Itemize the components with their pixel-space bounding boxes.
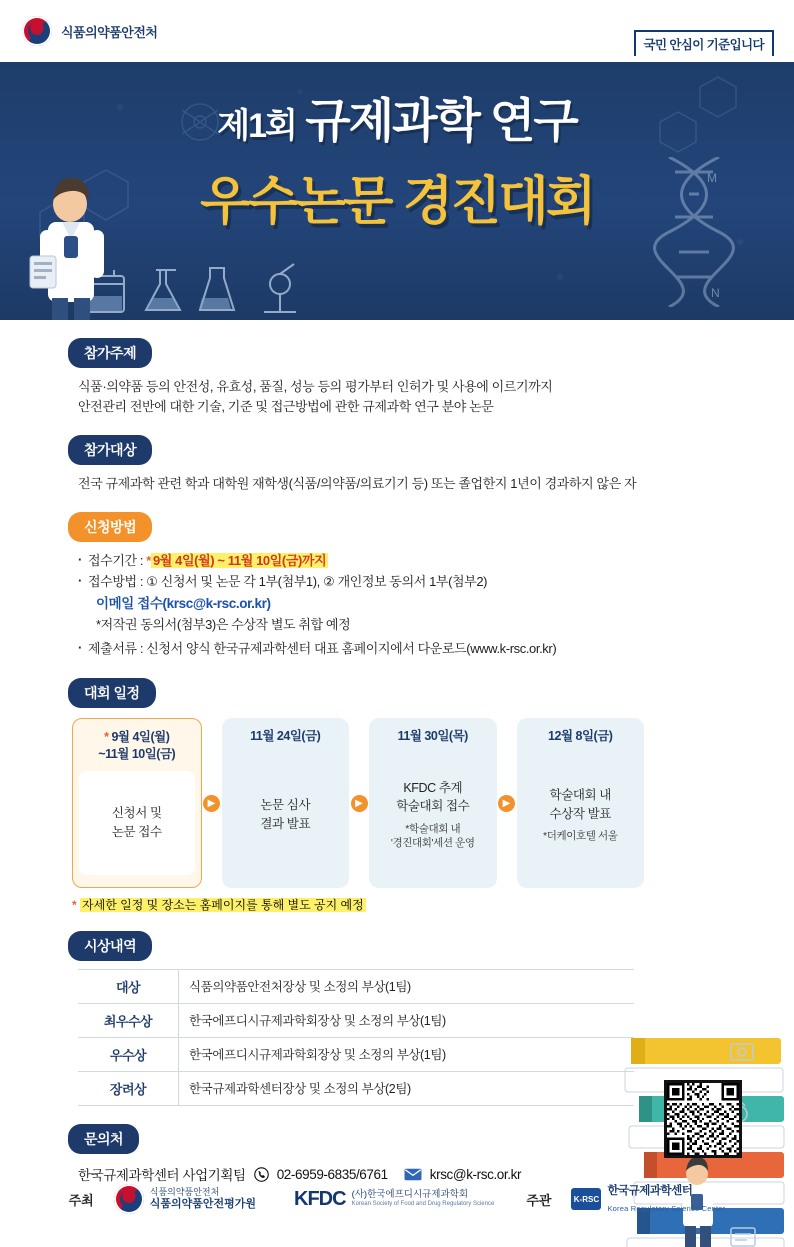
award-name: 대상 [115,980,141,996]
section-schedule [0,678,794,913]
topic-line-2: 안전관리 전반에 대한 기술, 기준 및 접근방법에 관한 규제과학 연구 분야 논문 [78,399,494,415]
eligibility-badge-wrap [68,435,794,465]
footnote-asterisk-icon: * [72,898,77,913]
contact-badge-wrap [68,1124,794,1154]
table-row [78,969,634,1004]
kfdc-name-en: Korean Society of Food and Drug Regulatory Science [351,1201,495,1208]
apply-period-value: 9월 4일(월) ~ 11월 10일(금)까지 [152,553,327,569]
award-name: 장려상 [109,1082,147,1098]
krsc-name: 한국규제과학센터 [607,1185,693,1197]
krsc-badge-icon: K-RSC [571,1188,601,1210]
hero-title-line1 [0,84,794,151]
krsc-logo [571,1182,725,1216]
awards-badge-wrap [68,931,794,961]
mfds-parent-name: 식품의약품안전처 [149,1186,220,1197]
schedule-footnote [72,896,794,913]
contact-email[interactable]: krsc@k-rsc.or.kr [429,1166,522,1182]
award-desc: 한국에프디시규제과학회장상 및 소정의 부상(1팀) [178,1038,634,1071]
apply-method-label: 접수방법 : ① 신청서 및 논문 각 1부(첨부1), ② 개인정보 동의서 1부(첨부2) [88,574,488,590]
mfds-name: 식품의약품안전평가원 [149,1197,257,1210]
contact-phone[interactable]: 02-6959-6835/6761 [276,1166,388,1182]
award-name: 우수상 [109,1048,147,1064]
schedule-card-4 [517,718,645,888]
contact-team: 한국규제과학센터 사업기획팀 [78,1168,246,1184]
topic-badge-wrap [68,338,794,368]
hero-ordinal: 제1회 [217,107,296,145]
schedule-footnote-text: 자세한 일정 및 장소는 홈페이지를 통해 별도 공지 예정 [82,898,364,913]
schedule-date-1-text: 9월 4일(월) ~11월 10일(금) [98,730,176,762]
schedule-body-3-text: KFDC 추계 학술대회 접수 [396,780,470,814]
poster-body [0,338,794,1184]
schedule-badge: 대회 일정 [68,678,156,708]
kfdc-mark: KFDC [294,1187,346,1210]
hero-title-block [0,62,794,234]
kfdc-logo [294,1188,494,1211]
section-apply [0,512,794,660]
schedule-note-3: *학술대회 내 '경진대회'세션 운영 [390,823,475,850]
apply-bullet-list [78,551,734,660]
slogan-badge: 국민 안심이 기준입니다 [634,30,775,56]
topic-line-1: 식품·의약품 등의 안전성, 유효성, 품질, 성능 등의 평가부터 인허가 및 사용에 이르기까지 [78,379,553,394]
topic-badge: 참가주제 [68,338,152,368]
apply-badge: 신청방법 [68,512,152,542]
topic-body [78,377,734,417]
section-eligibility [0,435,794,494]
chevron-right-icon: ▶ [351,795,368,812]
section-topic [0,338,794,417]
krsc-logo-text [607,1182,725,1216]
table-row [78,1072,634,1106]
table-row [78,1004,634,1038]
organizer-label: 주관 [526,1192,552,1208]
kfdc-name: (사)한국에프디시규제과학회 [351,1189,469,1201]
host-label: 주최 [68,1192,94,1208]
section-awards [0,931,794,1106]
agency-name: 식품의약품안전처 [61,24,158,40]
schedule-card-2 [222,718,350,888]
apply-period-label: 접수기간 : [88,553,147,569]
schedule-date-4: 12월 8일(금) [548,729,613,744]
arrow-1 [202,718,222,888]
award-desc: 한국규제과학센터장상 및 소정의 부상(2팀) [178,1072,634,1105]
schedule-timeline [72,718,644,888]
hero-title-line2: 우수논문 경진대회 [200,173,594,231]
schedule-date-1 [79,729,195,763]
footer-logos [0,1166,794,1229]
schedule-body-2: 논문 심사 결과 발표 [260,797,311,831]
arrow-3 [497,718,517,888]
schedule-card-1 [72,718,202,888]
schedule-body-4-text: 학술대회 내 수상작 발표 [549,787,611,821]
kfdc-logo-text [352,1189,495,1208]
award-desc: 한국에프디시규제과학회장상 및 소정의 부상(1팀) [178,1004,634,1037]
award-desc: 식품의약품안전처장상 및 소정의 부상(1팀) [178,970,634,1003]
apply-docs-item: · 제출서류 : 신청서 양식 한국규제과학센터 대표 홈페이지에서 다운로드(www.k-rsc.or.kr) [78,639,734,660]
schedule-badge-wrap [68,678,794,708]
top-agency-bar [0,0,794,62]
chevron-right-icon: ▶ [203,795,220,812]
hero-title-main: 규제과학 연구 [305,94,577,147]
schedule-body-1: 신청서 및 논문 접수 [79,771,195,875]
apply-badge-wrap [68,512,794,542]
contact-badge: 문의처 [68,1124,139,1154]
taegeuk-icon [114,1184,144,1214]
hero-banner [0,62,794,320]
svg-text:M: M [707,171,717,185]
apply-copyright-note: *저작권 동의서(첨부3)은 수상작 별도 취합 예정 [96,616,351,632]
apply-period-item [78,551,734,572]
krsc-name-en: Korea Regulatory Science Center [607,1204,726,1213]
schedule-body-3 [375,753,491,876]
eligibility-body [78,474,734,494]
schedule-date-2: 11월 24일(금) [250,729,321,744]
apply-body [78,551,734,660]
chevron-right-icon: ▶ [498,795,515,812]
mfds-logo [114,1184,256,1214]
schedule-note-4: *더케이호텔 서울 [543,830,618,843]
schedule-body-4 [523,753,639,876]
awards-badge: 시상내역 [68,931,152,961]
asterisk-icon: * [104,730,109,745]
arrow-2 [349,718,369,888]
eligibility-line-1: 전국 규제과학 관련 학과 대학원 재학생(식품/의약품/의료기기 등) 또는 졸업한지 1년이 경과하지 않은 자 [78,476,637,492]
apply-method-item [78,572,734,635]
table-row [78,1038,634,1072]
eligibility-badge: 참가대상 [68,435,152,465]
awards-table [78,969,634,1106]
taegeuk-icon [22,16,52,46]
apply-email-line[interactable]: 이메일 접수(krsc@k-rsc.or.kr) [96,596,271,612]
svg-text:N: N [711,286,720,300]
schedule-date-3: 11월 30일(목) [397,729,468,744]
schedule-card-3 [369,718,497,888]
award-name: 최우수상 [103,1014,153,1030]
government-logo [22,16,157,46]
mfds-logo-text [150,1187,256,1212]
asterisk-icon: * [146,553,151,569]
